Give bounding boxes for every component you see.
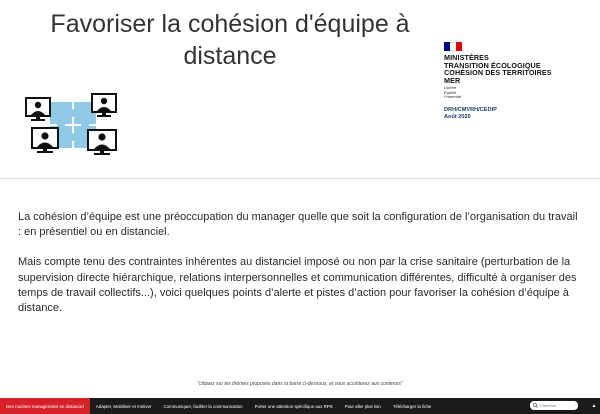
motto-line: Fraternité (444, 94, 462, 100)
nav-item-download[interactable]: Télécharger la fiche (392, 403, 432, 409)
monitor-person-icon (32, 128, 58, 153)
ministry-line: TRANSITION ÉCOLOGIQUE (444, 60, 541, 70)
intro-text (18, 210, 578, 331)
french-flag-icon (444, 42, 462, 51)
publication-date: Août 2020 (444, 113, 471, 120)
nav-item-rps[interactable]: Porter une attention spécifique aux RPS (254, 403, 333, 409)
page-header (0, 0, 600, 179)
search-input[interactable] (538, 403, 576, 408)
nav-item-further[interactable]: Pour aller plus loin (344, 403, 381, 409)
chevron-up-icon[interactable]: ▲ (591, 403, 597, 409)
monitor-person-icon (26, 98, 50, 121)
ministry-name (444, 54, 594, 84)
ministry-line: MINISTÈRES (444, 53, 489, 62)
remote-team-illustration (20, 92, 130, 160)
nav-item-motivate[interactable]: Adapter, Mobiliser et motiver (95, 403, 152, 409)
theme-navbar (0, 398, 600, 414)
ministry-line: COHÉSION DES TERRITOIRES (444, 68, 552, 78)
monitor-person-icon (88, 130, 116, 155)
nav-item-routines[interactable]: Des routines managériales en distanciel (0, 398, 90, 414)
flag-band (456, 42, 462, 51)
intro-paragraph: La cohésion d’équipe est une préoccupation du manager quelle que soit la configuration de l’organisation du travail : en présentiel ou en distanciel. (18, 211, 578, 239)
motto-line: Liberté (444, 85, 457, 91)
ministry-logo (444, 42, 594, 121)
motto-line: Égalité (444, 89, 457, 95)
department-label: DRH/CMVRH/CEDIP (444, 106, 497, 113)
page-title: Favoriser la cohésion d'équipe à distance (50, 10, 410, 70)
republic-motto (444, 86, 594, 99)
nav-item-communicate[interactable]: Communiquer, faciliter la communication (163, 403, 243, 409)
navigation-hint: "cliquez sur les thèmes proposés dans la barre ci-dessous, et vous accéderez aux contenus" (197, 381, 403, 387)
ministry-line: MER (444, 75, 461, 85)
intro-paragraph: Mais compte tenu des contraintes inhérentes au distanciel imposé ou non par la crise sanitaire (perturbation de la supervision directe hiérarchique, relations interpersonnelles et communication différentes, difficulté à organiser des temps de travail collectifs...), voici quelques points d’alerte et pistes d’action pour favoriser la cohésion d’équipe à distance. (18, 256, 577, 315)
search-box (530, 401, 578, 410)
